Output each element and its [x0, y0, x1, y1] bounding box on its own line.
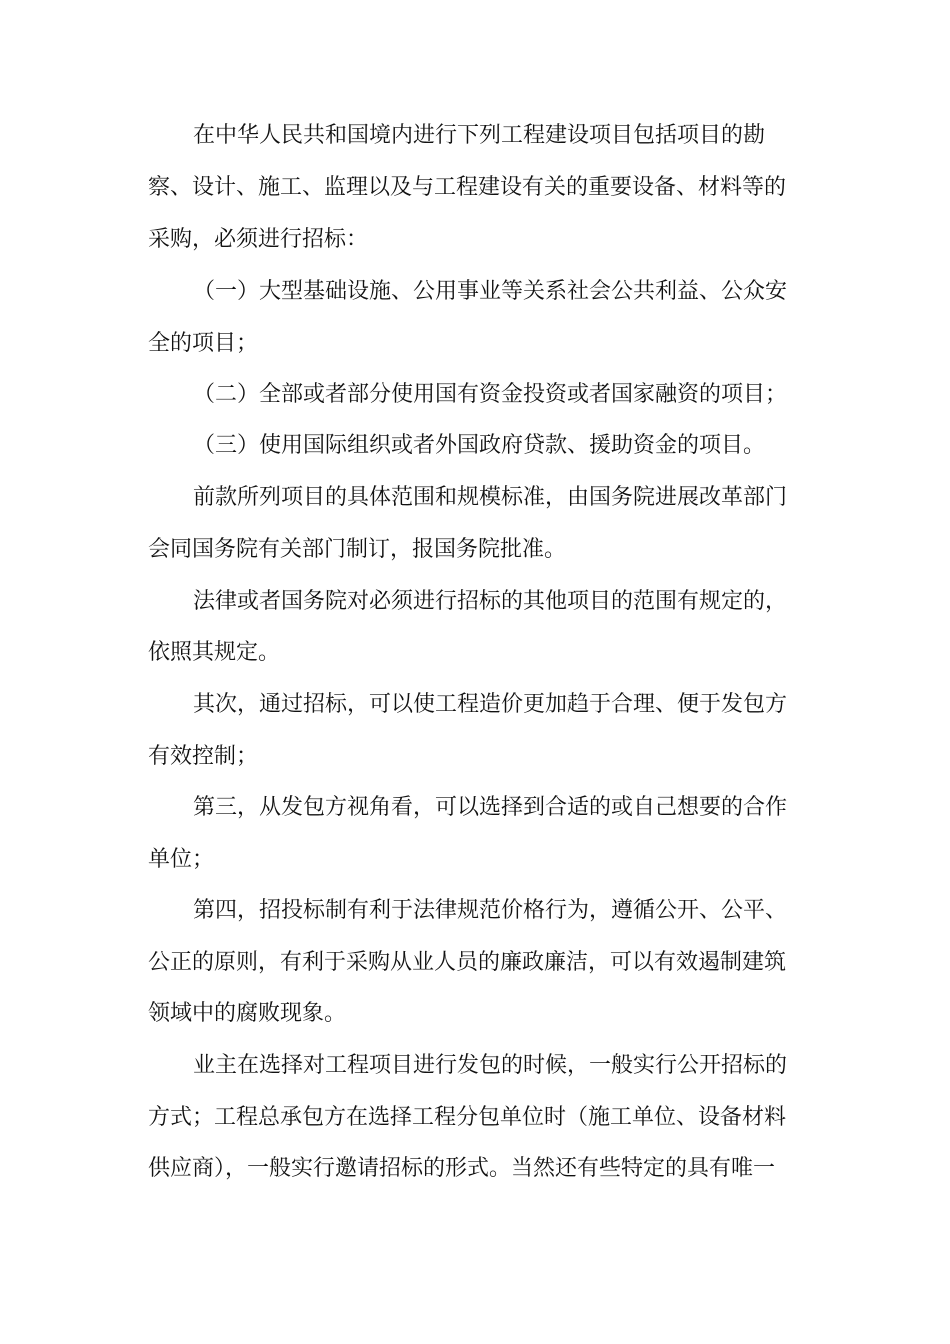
paragraph-6-line-1: 第四，招投标制有利于法律规范价格行为，遵循公开、公平、	[193, 898, 788, 923]
list-item-3: （三）使用国际组织或者外国政府贷款、援助资金的项目。	[193, 433, 766, 458]
paragraph-1-line-2: 察、设计、施工、监理以及与工程建设有关的重要设备、材料等的	[148, 175, 787, 200]
list-item-1-line-2: 全的项目；	[148, 331, 259, 356]
paragraph-1-line-3: 采购，必须进行招标：	[148, 227, 369, 252]
list-item-1-line-1: （一）大型基础设施、公用事业等关系社会公共利益、公众安	[193, 279, 788, 304]
paragraph-7-line-2: 方式；工程总承包方在选择工程分包单位时（施工单位、设备材料	[148, 1105, 787, 1130]
paragraph-3-line-2: 依照其规定。	[148, 640, 281, 665]
paragraph-2-line-2: 会同国务院有关部门制订，报国务院批准。	[148, 537, 567, 562]
paragraph-5-line-1: 第三，从发包方视角看，可以选择到合适的或自己想要的合作	[193, 795, 788, 820]
paragraph-6-line-2: 公正的原则，有利于采购从业人员的廉政廉洁，可以有效遏制建筑	[148, 950, 787, 975]
paragraph-7-line-3: 供应商），一般实行邀请招标的形式。当然还有些特定的具有唯一	[148, 1156, 776, 1181]
paragraph-1-line-1: 在中华人民共和国境内进行下列工程建设项目包括项目的勘	[193, 123, 766, 148]
paragraph-3-line-1: 法律或者国务院对必须进行招标的其他项目的范围有规定的，	[193, 589, 788, 614]
paragraph-4-line-1: 其次，通过招标，可以使工程造价更加趋于合理、便于发包方	[193, 692, 788, 717]
paragraph-4-line-2: 有效控制；	[148, 744, 259, 769]
list-item-2: （二）全部或者部分使用国有资金投资或者国家融资的项目；	[193, 382, 788, 407]
paragraph-6-line-3: 领域中的腐败现象。	[148, 1001, 347, 1026]
paragraph-5-line-2: 单位；	[148, 847, 215, 872]
paragraph-7-line-1: 业主在选择对工程项目进行发包的时候，一般实行公开招标的	[193, 1053, 788, 1078]
paragraph-2-line-1: 前款所列项目的具体范围和规模标准，由国务院进展改革部门	[193, 485, 788, 510]
